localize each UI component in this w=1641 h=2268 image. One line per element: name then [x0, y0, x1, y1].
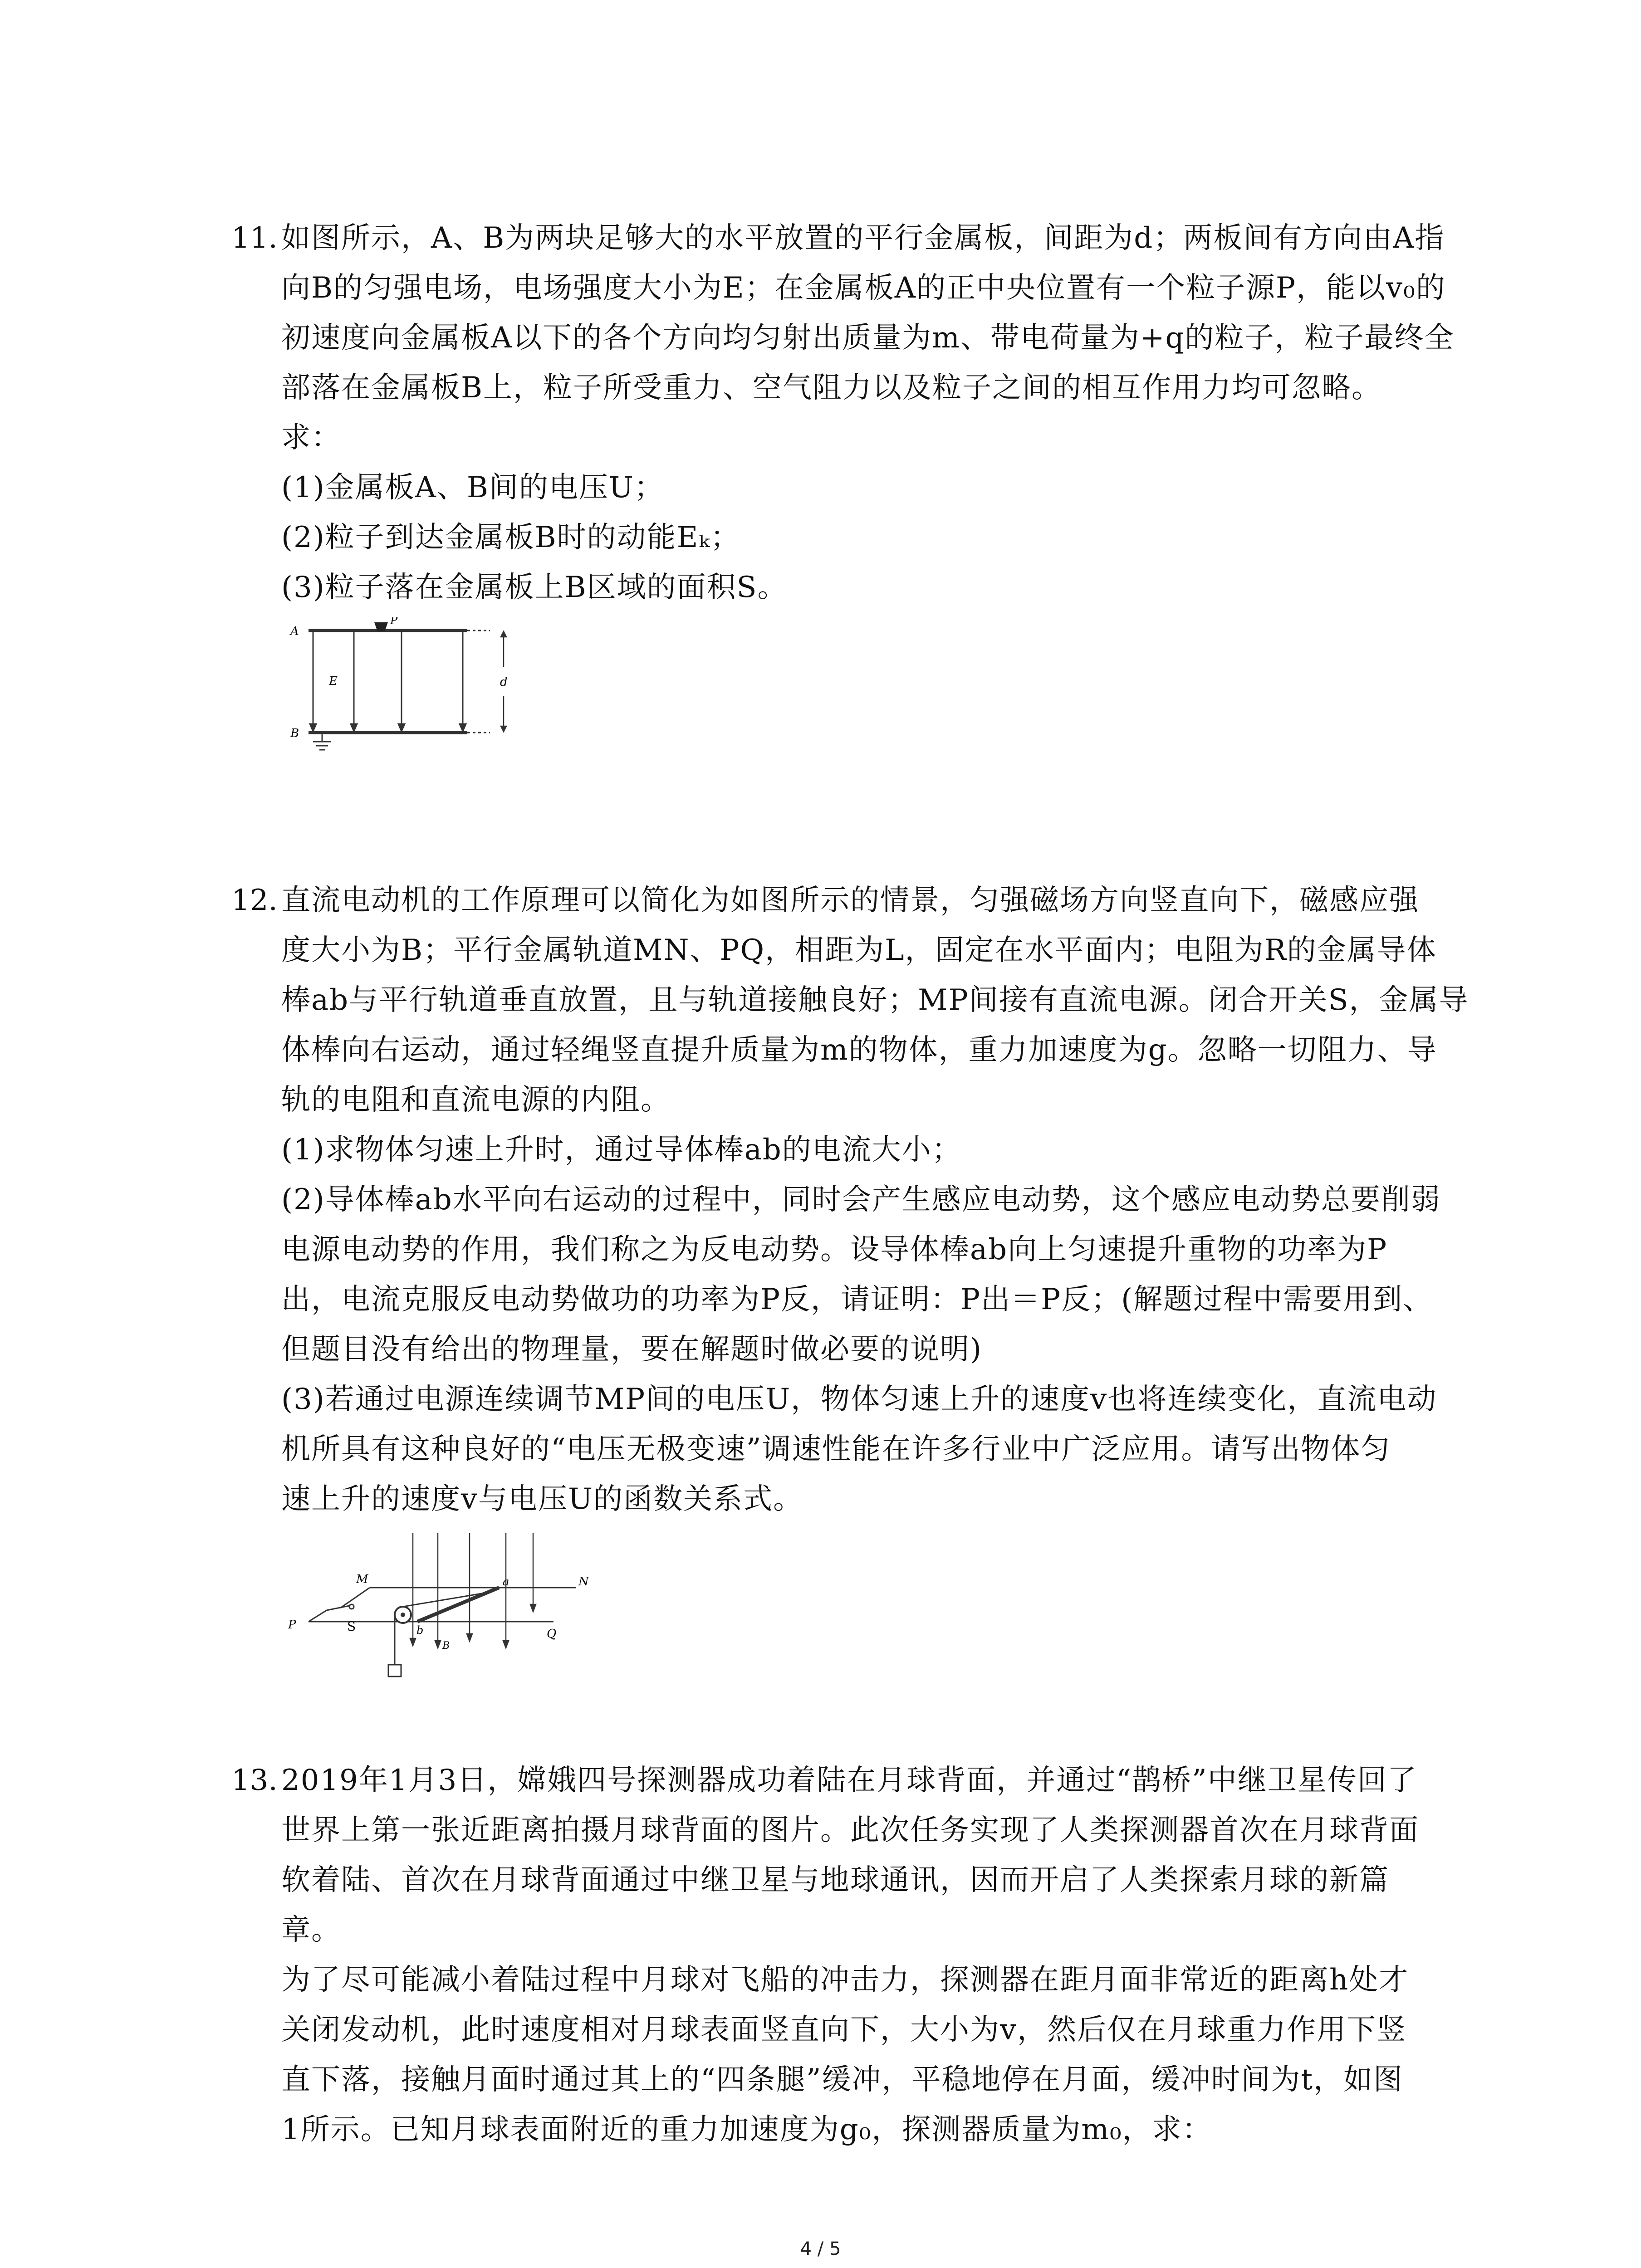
- label-q: Q: [547, 1627, 557, 1641]
- sub-question: 机所具有这种良好的“电压无极变速”调速性能在许多行业中广泛应用。请写出物体匀: [281, 1432, 1391, 1466]
- sub-question: (2)导体棒ab水平向右运动的过程中，同时会产生感应电动势，这个感应电动势总要削弱: [281, 1183, 1441, 1217]
- parallel-plates-figure: [281, 617, 1452, 755]
- label-p: P: [390, 617, 398, 627]
- sub-question: 出，电流克服反电动势做功的功率为P反，请证明：P出＝P反；(解题过程中需要用到、: [281, 1283, 1433, 1316]
- label-field-b: B: [442, 1640, 450, 1652]
- question-body: [281, 1755, 1452, 2155]
- label-b: B: [290, 727, 299, 740]
- label-switch: S: [347, 1619, 356, 1634]
- sub-question: (3)粒子落在金属板上B区域的面积S。: [281, 571, 788, 604]
- label-rod-b: b: [416, 1624, 424, 1637]
- question-line: 1所示。已知月球表面附近的重力加速度为g₀，探测器质量为m₀，求：: [281, 2113, 1212, 2146]
- sub-question: (1)金属板A、B间的电压U；: [281, 471, 664, 504]
- sub-question: (1)求物体匀速上升时，通过导体棒ab的电流大小；: [281, 1133, 962, 1167]
- label-n: N: [578, 1575, 589, 1589]
- question-line: 世界上第一张近距离拍摄月球背面的图片。此次任务实现了人类探测器首次在月球背面: [281, 1813, 1419, 1847]
- question-line: 关闭发动机，此时速度相对月球表面竖直向下，大小为v，然后仅在月球重力作用下竖: [281, 2013, 1407, 2047]
- motor-rail-figure: [281, 1529, 1452, 1680]
- label-p: P: [288, 1618, 296, 1632]
- page-number: 4 / 5: [800, 2239, 841, 2259]
- sub-question: (3)若通过电源连续调节MP间的电压U，物体匀速上升的速度v也将连续变化，直流电动: [281, 1383, 1437, 1416]
- question-line: 轨的电阻和直流电源的内阻。: [281, 1083, 671, 1117]
- label-rod-a: a: [503, 1575, 509, 1588]
- label-d: d: [500, 675, 508, 689]
- question-number: 12.: [231, 884, 278, 917]
- question-line: 向B的匀强电场，电场强度大小为E；在金属板A的正中央位置有一个粒子源P，能以v₀的: [281, 271, 1446, 305]
- question-line: 为了尽可能减小着陆过程中月球对飞船的冲击力，探测器在距月面非常近的距离h处才: [281, 1963, 1409, 1997]
- question-line: 软着陆、首次在月球背面通过中继卫星与地球通讯，因而开启了人类探索月球的新篇: [281, 1863, 1389, 1897]
- question-line: 度大小为B；平行金属轨道MN、PQ，相距为L，固定在水平面内；电阻为R的金属导体: [281, 934, 1437, 967]
- sub-question: 电源电动势的作用，我们称之为反电动势。设导体棒ab向上匀速提升重物的功率为P: [281, 1233, 1388, 1266]
- question-line: 体棒向右运动，通过轻绳竖直提升质量为m的物体，重力加速度为g。忽略一切阻力、导: [281, 1033, 1437, 1067]
- label-a: A: [290, 625, 299, 638]
- question-line: 部落在金属板B上，粒子所受重力、空气阻力以及粒子之间的相互作用力均可忽略。: [281, 371, 1382, 405]
- question-line: 直流电动机的工作原理可以简化为如图所示的情景，匀强磁场方向竖直向下，磁感应强: [281, 884, 1419, 917]
- question-line: 直下落，接触月面时通过其上的“四条腿”缓冲，平稳地停在月面，缓冲时间为t，如图: [281, 2063, 1404, 2097]
- question-body: [281, 875, 1469, 1680]
- label-m: M: [356, 1573, 368, 1586]
- sub-question: 但题目没有给出的物理量，要在解题时做必要的说明): [281, 1333, 982, 1366]
- sub-question: 速上升的速度v与电压U的函数关系式。: [281, 1482, 803, 1516]
- question-line: 2019年1月3日，嫦娥四号探测器成功着陆在月球背面，并通过“鹊桥”中继卫星传回了: [281, 1764, 1417, 1797]
- label-e: E: [329, 675, 338, 688]
- question-body: [281, 213, 1455, 755]
- question-line: 棒ab与平行轨道垂直放置，且与轨道接触良好；MP间接有直流电源。闭合开关S，金属导: [281, 983, 1469, 1017]
- sub-question: (2)粒子到达金属板B时的动能Eₖ；: [281, 521, 740, 554]
- question-number: 11.: [231, 221, 278, 255]
- question-line: 初速度向金属板A以下的各个方向均匀射出质量为m、带电荷量为+q的粒子，粒子最终全: [281, 321, 1455, 355]
- question-line: 如图所示，A、B为两块足够大的水平放置的平行金属板，间距为d；两板间有方向由A指: [281, 221, 1445, 255]
- question-line: 章。: [281, 1913, 341, 1947]
- question-line: 求：: [281, 421, 341, 455]
- question-number: 13.: [231, 1764, 278, 1797]
